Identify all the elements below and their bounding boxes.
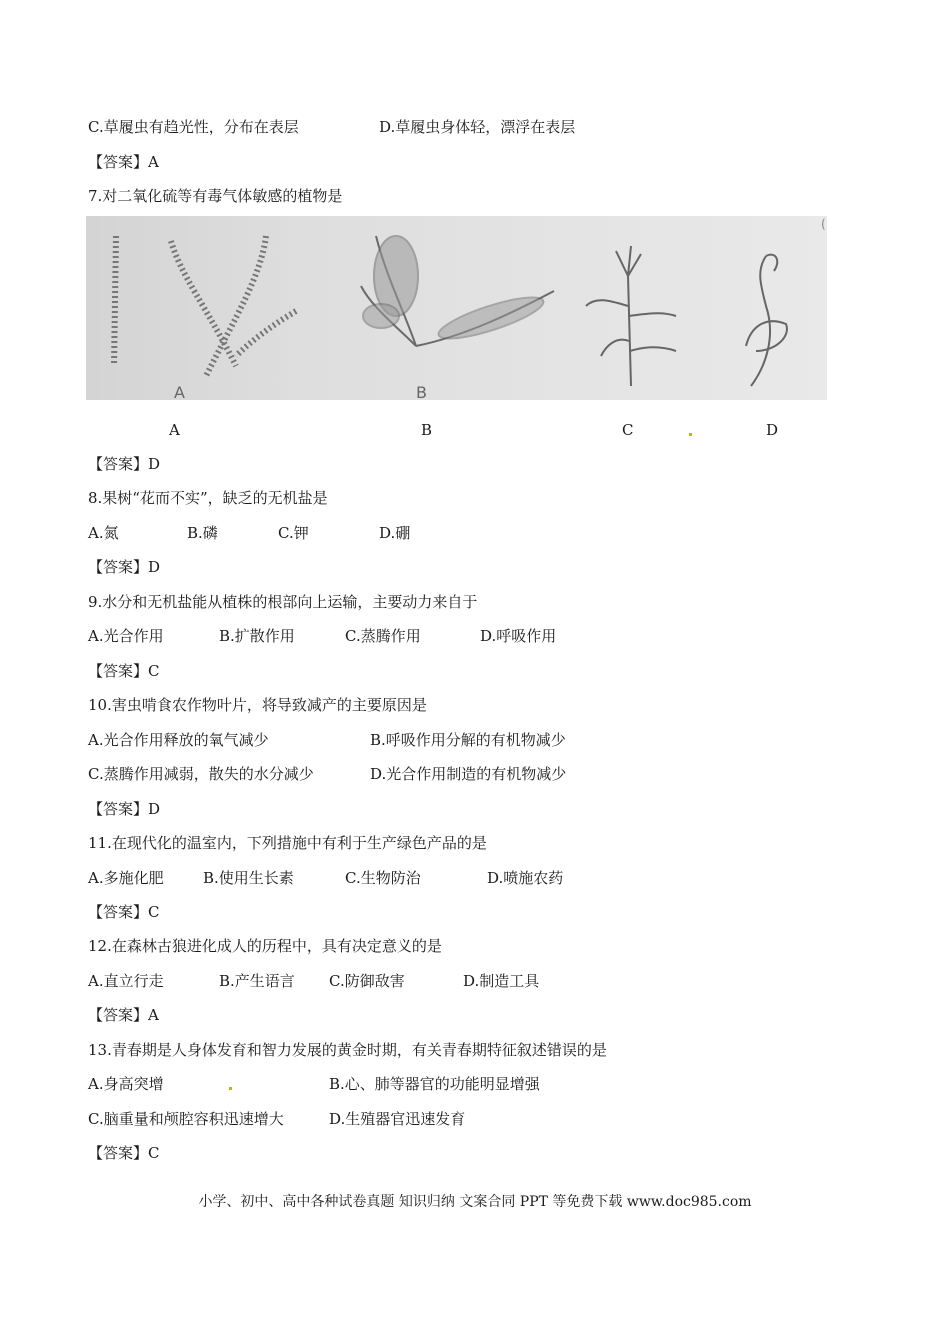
plant-illustrations — [86, 216, 827, 400]
option-8-b: B.磷 — [187, 524, 218, 542]
answer-8: 【答案】D — [88, 558, 161, 576]
option-11-c: C.生物防治 — [345, 869, 421, 887]
answer-10: 【答案】D — [88, 800, 161, 818]
question-10: 10.害虫啃食农作物叶片，将导致减产的主要原因是 — [88, 696, 427, 714]
option-9-a: A.光合作用 — [88, 627, 164, 645]
answer-13: 【答案】C — [88, 1144, 160, 1162]
answer-6: 【答案】A — [88, 153, 159, 171]
option-13-b: B.心、肺等器官的功能明显增强 — [329, 1075, 540, 1093]
option-8-a: A.氮 — [88, 524, 119, 542]
option-12-d: D.制造工具 — [463, 972, 540, 990]
question-7: 7.对二氧化硫等有毒气体敏感的植物是 — [88, 187, 343, 205]
stalk-drawing — [586, 246, 676, 386]
algae-drawing — [114, 236, 296, 376]
option-11-a: A.多施化肥 — [88, 869, 164, 887]
option-10-b: B.呼吸作用分解的有机物减少 — [370, 731, 566, 749]
option-8-c: C.钾 — [278, 524, 309, 542]
answer-12: 【答案】A — [88, 1006, 159, 1024]
question-13: 13.青春期是人身体发育和智力发展的黄金时期，有关青春期特征叙述错误的是 — [88, 1041, 607, 1059]
option-11-d: D.喷施农药 — [487, 869, 564, 887]
question-8: 8.果树“花而不实”，缺乏的无机盐是 — [88, 489, 328, 507]
option-13-c: C.脑重量和颅腔容积迅速增大 — [88, 1110, 284, 1128]
figure-caption-b: B — [421, 421, 433, 439]
option-12-a: A.直立行走 — [88, 972, 164, 990]
option-9-d: D.呼吸作用 — [480, 627, 557, 645]
option-13-d: D.生殖器官迅速发育 — [329, 1110, 466, 1128]
stray-dot — [689, 433, 692, 436]
answer-7: 【答案】D — [88, 455, 161, 473]
fern-drawing — [361, 236, 554, 346]
sporophyte-drawing — [746, 255, 787, 386]
answer-9: 【答案】C — [88, 662, 160, 680]
option-8-d: D.硼 — [379, 524, 411, 542]
figure-caption-d: D — [766, 421, 779, 439]
option-10-c: C.蒸腾作用减弱，散失的水分减少 — [88, 765, 314, 783]
stray-dot-2 — [229, 1087, 232, 1090]
page-footer: 小学、初中、高中各种试卷真题 知识归纳 文案合同 PPT 等免费下载 www.doc985.com — [198, 1194, 752, 1210]
option-9-c: C.蒸腾作用 — [345, 627, 421, 645]
question-12: 12.在森林古狼进化成人的历程中，具有决定意义的是 — [88, 937, 442, 955]
figure-label-b: B — [416, 383, 427, 400]
option-10-a: A.光合作用释放的氧气减少 — [88, 731, 269, 749]
option-12-c: C.防御敌害 — [329, 972, 405, 990]
option-13-a: A.身高突增 — [88, 1075, 164, 1093]
question-11: 11.在现代化的温室内，下列措施中有利于生产绿色产品的是 — [88, 834, 487, 852]
question-6-option-d: D.草履虫身体轻，漂浮在表层 — [379, 118, 576, 136]
option-9-b: B.扩散作用 — [219, 627, 295, 645]
figure-label-a: A — [174, 383, 185, 400]
plant-figure — [86, 216, 827, 400]
option-12-b: B.产生语言 — [219, 972, 295, 990]
figure-caption-c: C — [622, 421, 634, 439]
figure-corner-mark: ( — [821, 217, 826, 231]
question-6-option-c: C.草履虫有趋光性，分布在表层 — [88, 118, 299, 136]
question-9: 9.水分和无机盐能从植株的根部向上运输，主要动力来自于 — [88, 593, 478, 611]
answer-11: 【答案】C — [88, 903, 160, 921]
option-10-d: D.光合作用制造的有机物减少 — [370, 765, 567, 783]
option-11-b: B.使用生长素 — [203, 869, 294, 887]
figure-caption-a: A — [169, 421, 180, 439]
